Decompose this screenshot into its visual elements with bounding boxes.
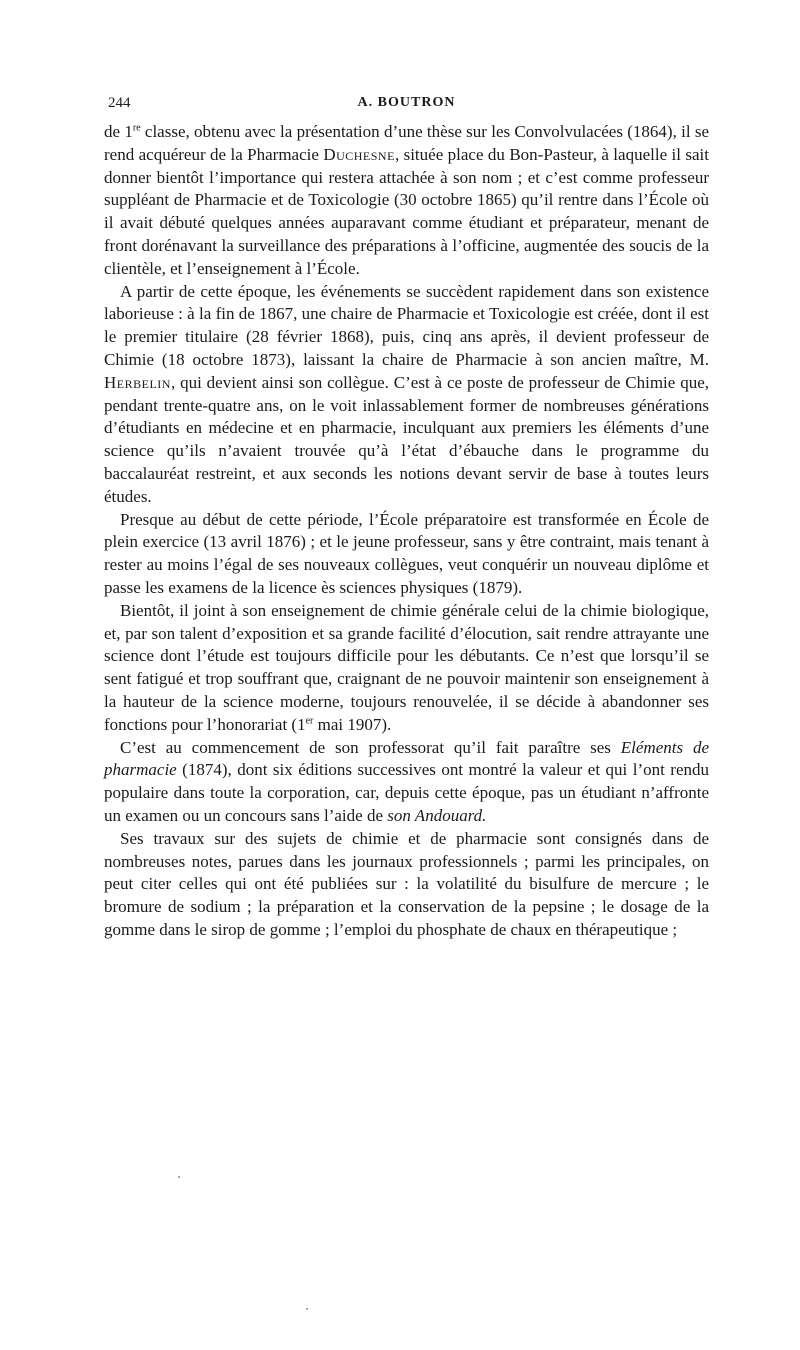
running-title: A. BOUTRON <box>357 95 456 110</box>
superscript: er <box>305 715 314 727</box>
text-run: mai 1907). <box>313 714 392 734</box>
body-text <box>104 121 709 942</box>
text-run: , située place du Bon-Pasteur, à laquelle il sait donner bientôt l’importance qui restera attachée à son nom ; et c’est comme professeur suppléant de Pharmacie et de Toxicologie (30 octobre 1865) qu’il rentre dans l’École où il avait débuté quelques années auparavant comme étudiant et préparateur, menant de front dorénavant la surveillance des préparations à l’officine, augmentée des soucis de la clientèle, et l’enseignement à l’École. <box>104 144 709 278</box>
running-head <box>104 95 709 117</box>
italic-title: son Andouard. <box>387 805 487 825</box>
small-caps-name: Duchesne <box>323 144 395 164</box>
text-run: A partir de cette époque, les événements se succèdent rapidement dans son existence laborieuse : à la fin de 1867, une chaire de Pharmacie et Toxicologie est créée, dont il est le premier titulaire (28 février 1868), puis, cinq ans après, il devient professeur de Chimie (18 octobre 1873), laissant la chaire de Pharmacie à son ancien maître, M. <box>104 281 709 369</box>
scan-speck <box>306 1308 308 1310</box>
italic-title: Eléments de pharmacie <box>104 737 709 780</box>
page-number: 244 <box>108 95 131 111</box>
text-run: Ses travaux sur des sujets de chimie et de pharmacie sont consignés dans de nombreuses notes, parues dans les journaux professionnels ; parmi les principales, on peut citer celles qui ont été publiées sur : la volatilité du bisulfure de mercure ; le bromure de sodium ; la préparation et la conservation de la pepsine ; le dosage de la gomme dans le sirop de gomme ; l’emploi du phosphate de chaux en thérapeutique ; <box>104 828 709 939</box>
scan-speck <box>178 1176 180 1178</box>
paragraph <box>104 509 709 600</box>
text-run: de 1 <box>104 122 133 141</box>
paragraph <box>104 121 709 281</box>
paragraph <box>104 737 709 828</box>
paragraph <box>104 828 709 942</box>
text-run: classe, obtenu avec la présentation d’une thèse sur les Convolvulacées (1864), il se rend acquéreur de la Pharmacie <box>104 122 710 164</box>
small-caps-name: Herbelin <box>104 372 171 392</box>
paragraph <box>104 281 709 509</box>
superscript: re <box>132 122 141 134</box>
text-run: Presque au début de cette période, l’École préparatoire est transformée en École de plein exercice (13 avril 1876) ; et le jeune professeur, sans y être contraint, mais tenant à rester au moins l’égal de ses nouveaux collègues, veut conquérir un nouveau diplôme et passe les examens de la licence ès sciences physiques (1879). <box>104 509 709 597</box>
text-run: C’est au commencement de son professorat qu’il fait paraître ses <box>120 737 621 757</box>
book-page <box>104 95 709 942</box>
paragraph <box>104 600 709 737</box>
text-run: Bientôt, il joint à son enseignement de chimie générale celui de la chimie biologique, et, par son talent d’exposition et sa grande facilité d’élocution, sait rendre attrayante une science dont l’étude est toujours difficile pour les débutants. Ce n’est que lorsqu’il se sent fatigué et trop souffrant que, craignant de ne pouvoir maintenir son enseignement à la hauteur de la science moderne, toujours renouvelée, il se décide à abandonner ses fonctions pour l’honorariat (1 <box>104 600 709 734</box>
text-run: (1874), dont six éditions successives ont montré la valeur et qui l’ont rendu populaire dans toute la corporation, car, depuis cette époque, pas un étudiant n’affronte un examen ou un concours sans l’aide de <box>104 760 709 825</box>
text-run: , qui devient ainsi son collègue. C’est à ce poste de professeur de Chimie que, pendant trente-quatre ans, on le voit inlassablement former de nombreuses générations d’étudiants en médecine et en pharmacie, inculquant aux premiers les éléments d’une science qu’ils n’avaient trouvée qu’à l’état d’ébauche dans le programme du baccalauréat restreint, et aux seconds les notions devant servir de base à toutes leurs études. <box>104 372 709 506</box>
